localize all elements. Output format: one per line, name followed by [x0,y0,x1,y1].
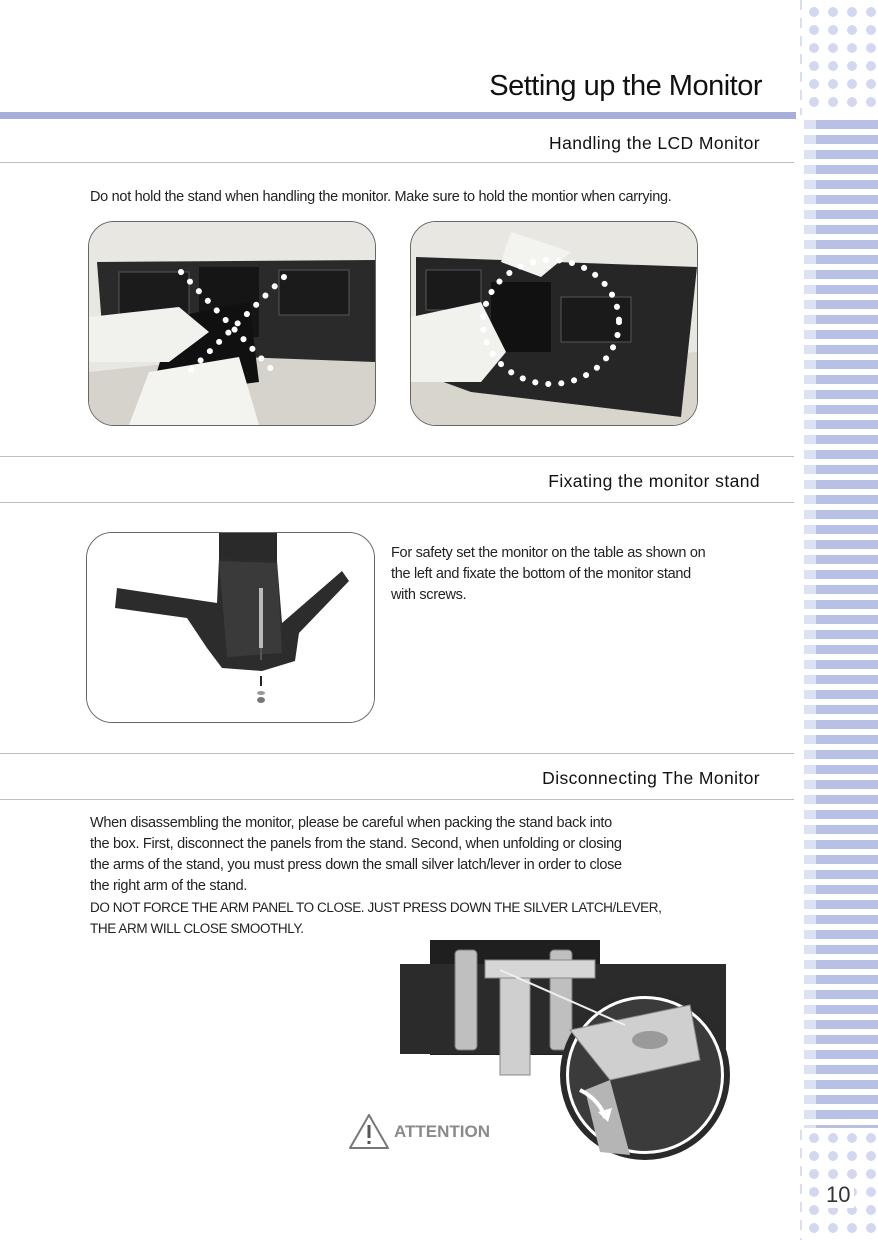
section-divider [0,753,794,754]
warning-triangle-icon [348,1113,390,1151]
photo-holding-monitor-correct [410,221,698,426]
fixating-text-line: For safety set the monitor on the table as shown on [391,545,706,561]
section-heading-disconnecting: Disconnecting The Monitor [542,768,760,788]
decorative-dot-grid-top [800,0,878,115]
fixating-text-line: with screws. [391,587,467,603]
page-title: Setting up the Monitor [489,70,762,102]
disconnecting-text-line: the box. First, disconnect the panels from the stand. Second, when unfolding or closing [90,836,622,852]
attention-label: ATTENTION [394,1122,491,1141]
title-underline [0,112,796,119]
disconnecting-text-line: When disassembling the monitor, please be careful when packing the stand back into [90,815,612,831]
handling-instruction: Do not hold the stand when handling the monitor. Make sure to hold the montior when carrying. [90,189,672,205]
warning-caps-line: DO NOT FORCE THE ARM PANEL TO CLOSE. JUST PRESS DOWN THE SILVER LATCH/LEVER, [90,900,662,915]
section-heading-handling: Handling the LCD Monitor [549,133,760,153]
section-divider [0,502,794,503]
warning-caps-line: THE ARM WILL CLOSE SMOOTHLY. [90,921,304,936]
attention-callout [348,1113,508,1153]
section-divider [0,456,794,457]
disconnecting-text-line: the arms of the stand, you must press down the small silver latch/lever in order to close [90,857,622,873]
disconnecting-instruction [90,813,790,939]
section-heading-fixating: Fixating the monitor stand [548,471,760,491]
section-divider [0,162,794,163]
disconnecting-text-line: the right arm of the stand. [90,878,248,894]
fixating-text-line: the left and fixate the bottom of the monitor stand [391,566,691,582]
page-number: 10 [822,1182,854,1208]
decorative-stripes [800,118,878,1128]
fixating-instruction [391,543,771,606]
photo-holding-stand-wrong [88,221,376,426]
section-divider [0,799,794,800]
photo-stand-base-screw [86,532,375,723]
